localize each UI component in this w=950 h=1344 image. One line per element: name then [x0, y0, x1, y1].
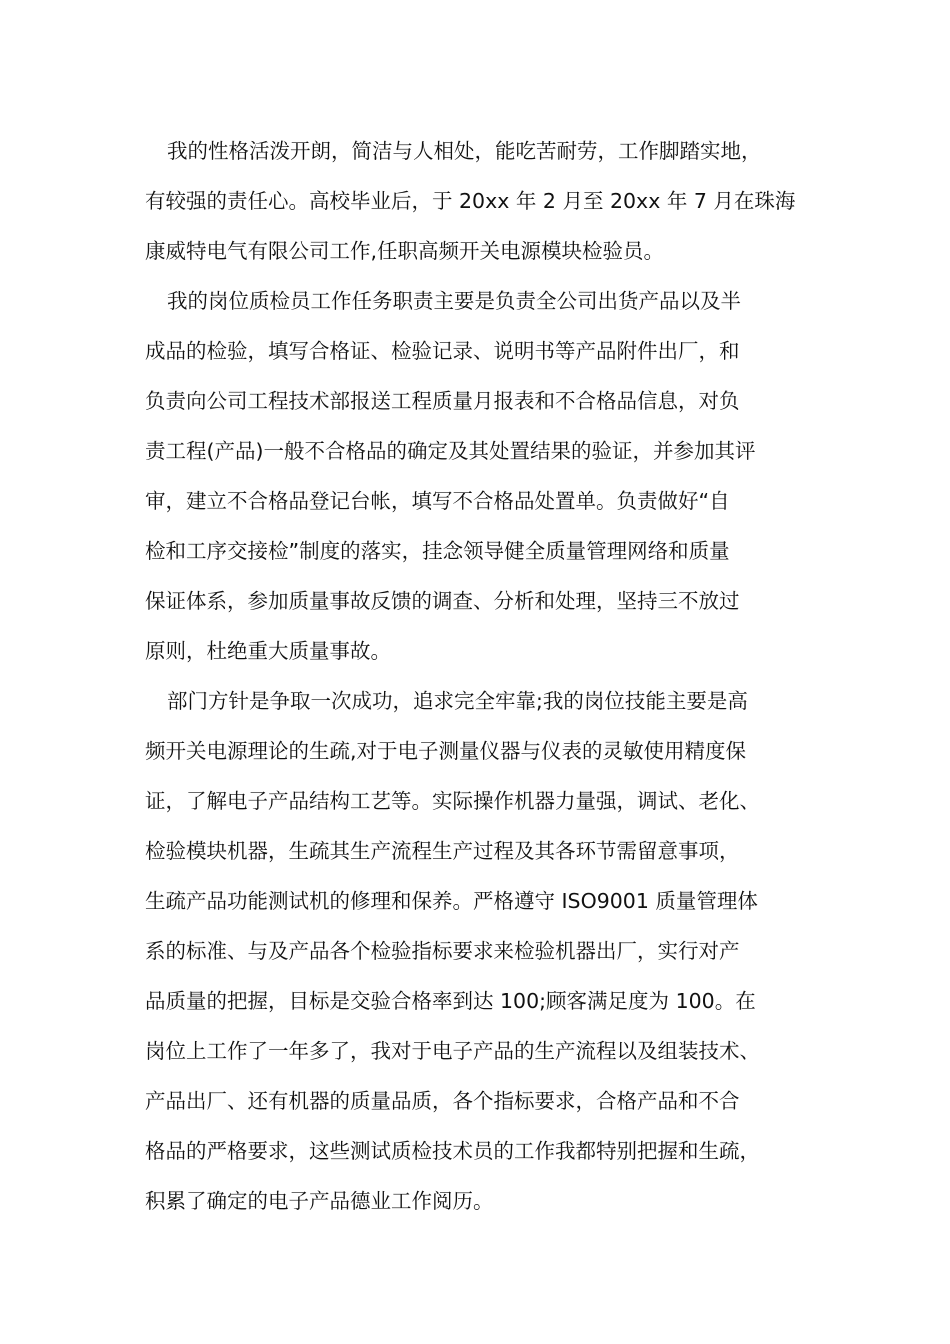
- paragraph-2-line-3: 负责向公司工程技术部报送工程质量月报表和不合格品信息，对负: [145, 389, 740, 413]
- paragraph-2-line-2: 成品的检验，填写合格证、检验记录、说明书等产品附件出厂，和: [145, 339, 740, 363]
- paragraph-3-line-9: 产品出厂、还有机器的质量品质，各个指标要求，合格产品和不合: [145, 1089, 740, 1113]
- paragraph-2-line-7: 保证体系，参加质量事故反馈的调查、分析和处理，坚持三不放过: [145, 589, 740, 613]
- paragraph-3-line-10: 格品的严格要求，这些测试质检技术员的工作我都特别把握和生疏，: [145, 1139, 760, 1163]
- paragraph-3-line-1: 部门方针是争取一次成功，追求完全牢靠;我的岗位技能主要是高: [167, 689, 748, 713]
- paragraph-3-line-5: 生疏产品功能测试机的修理和保养。严格遵守 ISO9001 质量管理体: [145, 889, 758, 913]
- paragraph-1-line-2: 有较强的责任心。高校毕业后，于 20xx 年 2 月至 20xx 年 7 月在珠海: [145, 189, 796, 213]
- paragraph-3-line-11: 积累了确定的电子产品德业工作阅历。: [145, 1189, 494, 1213]
- paragraph-2-line-4: 责工程(产品)一般不合格品的确定及其处置结果的验证，并参加其评: [145, 439, 756, 463]
- paragraph-2-line-5: 审，建立不合格品登记台帐，填写不合格品处置单。负责做好“自: [145, 489, 730, 513]
- paragraph-2-line-1: 我的岗位质检员工作任务职责主要是负责全公司出货产品以及半: [167, 289, 741, 313]
- paragraph-3-line-8: 岗位上工作了一年多了，我对于电子产品的生产流程以及组装技术、: [145, 1039, 760, 1063]
- paragraph-3-line-2: 频开关电源理论的生疏,对于电子测量仪器与仪表的灵敏使用精度保: [145, 739, 747, 763]
- body-text: [145, 126, 845, 1226]
- paragraph-1-line-1: 我的性格活泼开朗，简洁与人相处，能吃苦耐劳，工作脚踏实地，: [167, 139, 762, 163]
- paragraph-3-line-6: 系的标准、与及产品各个检验指标要求来检验机器出厂，实行对产: [145, 939, 740, 963]
- paragraph-3-line-4: 检验模块机器，生疏其生产流程生产过程及其各环节需留意事项，: [145, 839, 740, 863]
- paragraph-2-line-6: 检和工序交接检”制度的落实，挂念领导健全质量管理网络和质量: [145, 539, 730, 563]
- paragraph-2-line-8: 原则，杜绝重大质量事故。: [145, 639, 391, 663]
- paragraph-3-line-3: 证，了解电子产品结构工艺等。实际操作机器力量强，调试、老化、: [145, 789, 760, 813]
- paragraph-3-line-7: 品质量的把握，目标是交验合格率到达 100;顾客满足度为 100。在: [145, 989, 756, 1013]
- paragraph-1-line-3: 康威特电气有限公司工作,任职高频开关电源模块检验员。: [145, 239, 665, 263]
